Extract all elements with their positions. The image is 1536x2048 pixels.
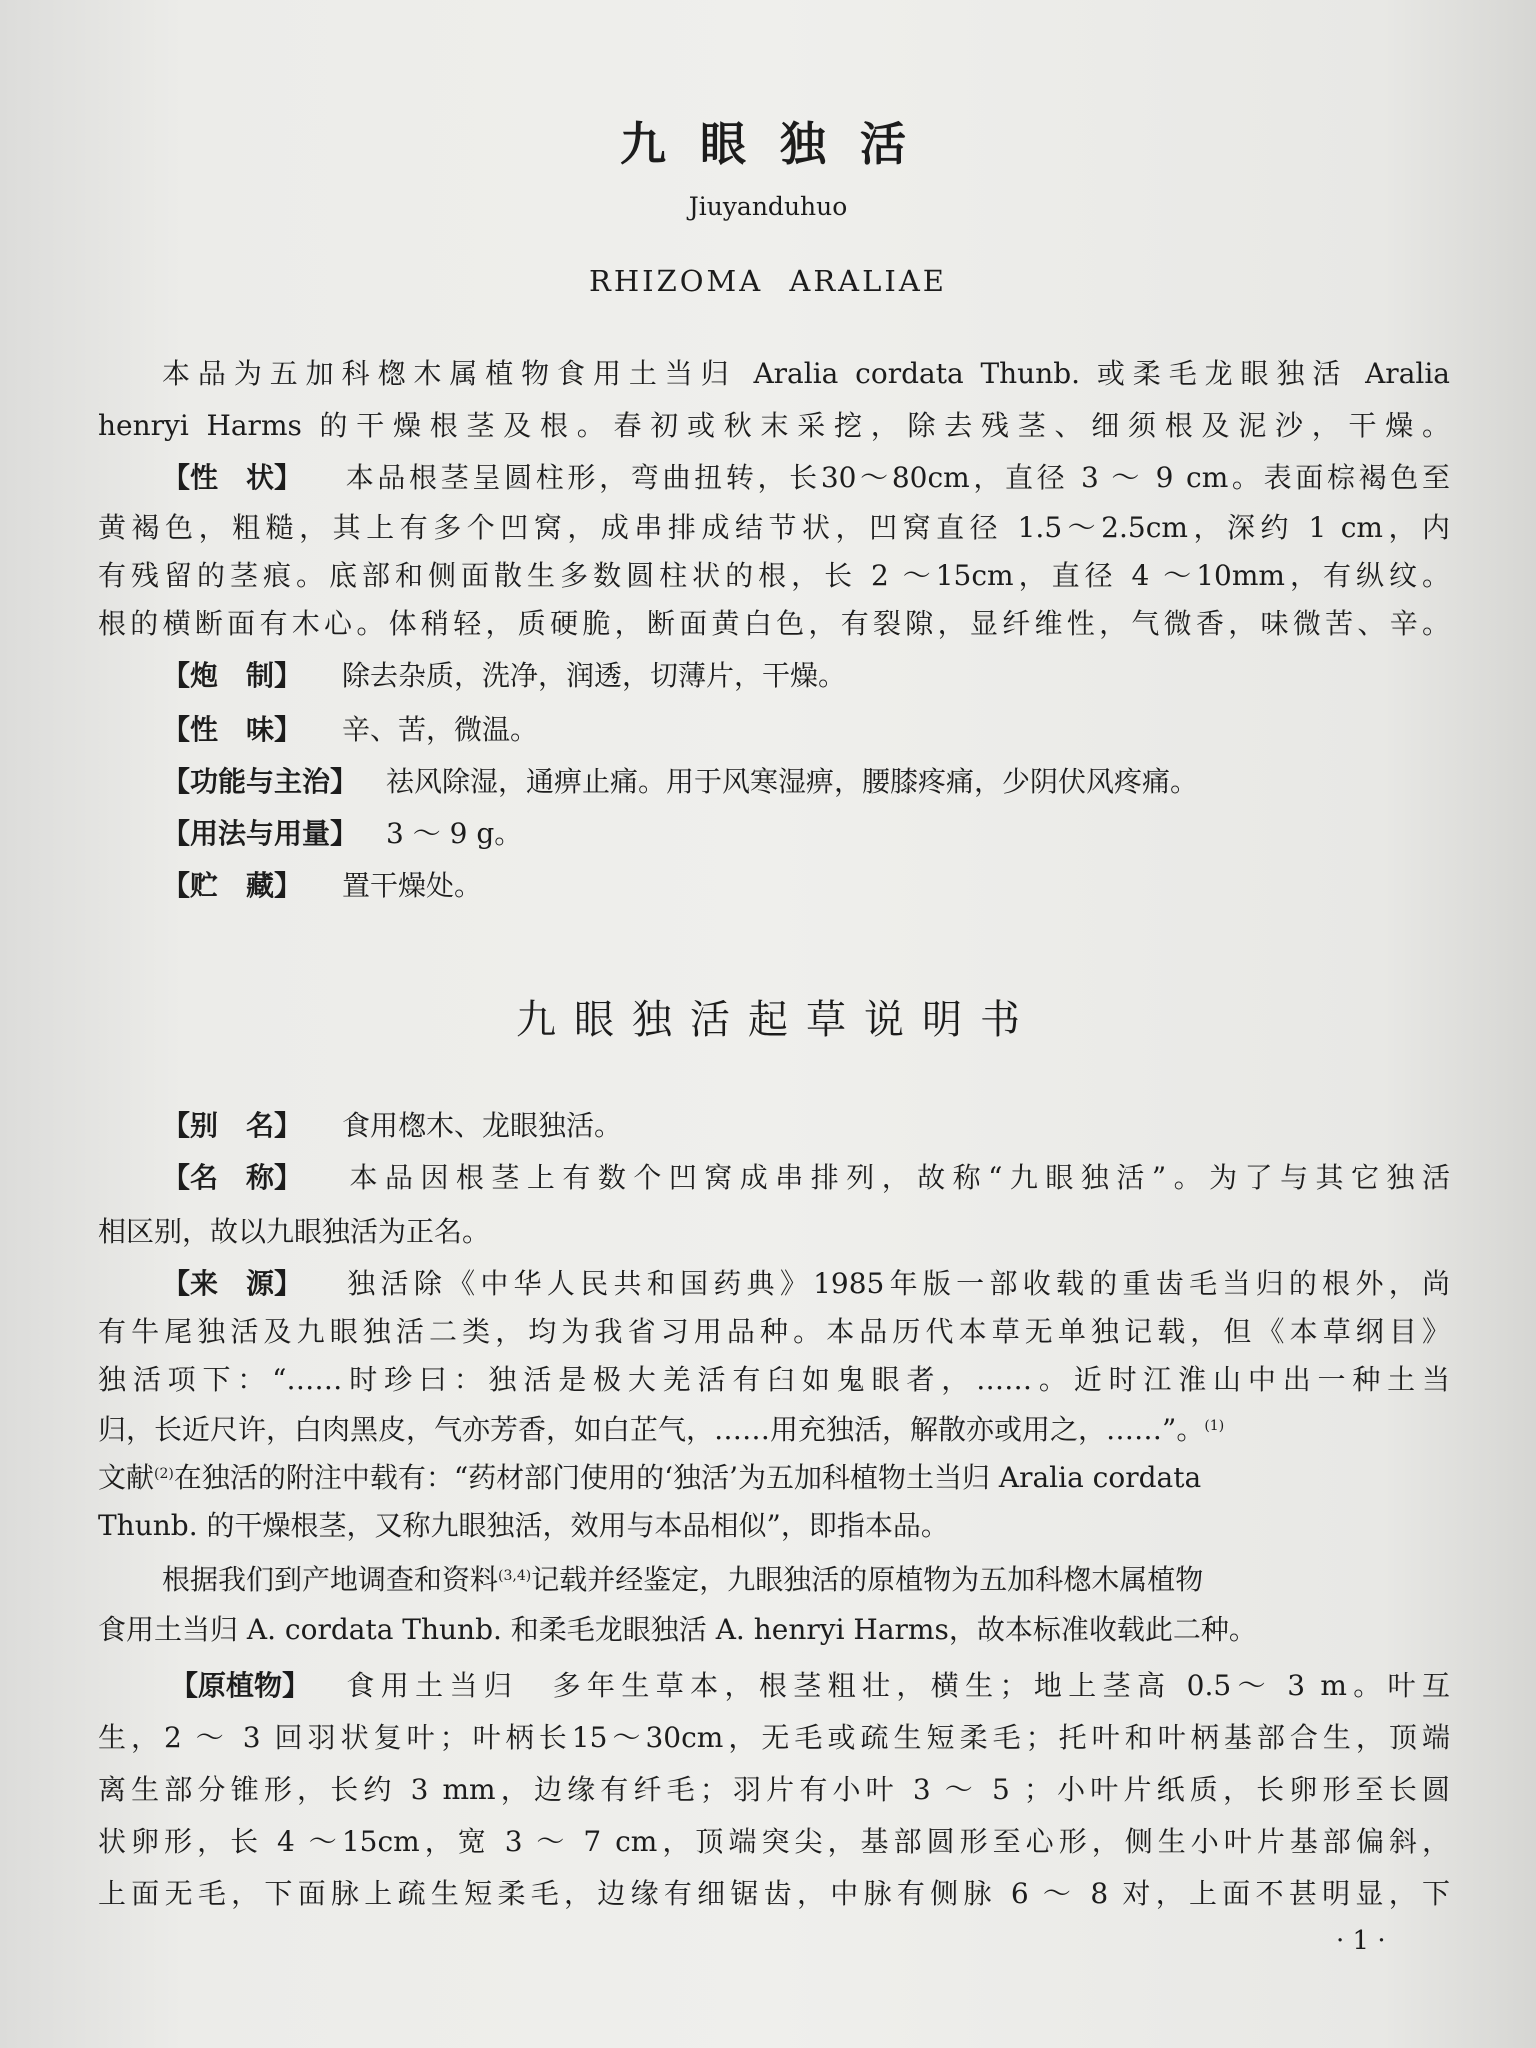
processing-tag: 【炮 制】: [162, 659, 303, 692]
plant-line: 生，2 ～ 3 回羽状复叶；叶柄长15～30cm，无毛或疏生短柔毛；托叶和叶柄基部合生，顶端: [98, 1721, 1450, 1754]
section-title: 九眼独活起草说明书: [516, 997, 1038, 1043]
processing-text: 除去杂质，洗净，润透，切薄片，干燥。: [342, 659, 847, 692]
source-quote-line: [98, 1412, 1450, 1448]
reference-mark: (2): [154, 1466, 174, 1482]
basis-text: 根据我们到产地调查和资料: [162, 1563, 499, 1596]
reference-mark: (3,4): [498, 1568, 532, 1584]
taste-tag: 【性 味】: [162, 713, 303, 746]
plant-first-line: [170, 1668, 1450, 1704]
dosage-line: [162, 816, 1450, 852]
reference-mark: (1): [1204, 1418, 1225, 1434]
plant-tag: 【原植物】: [170, 1669, 311, 1702]
page-number: · 1 ·: [1336, 1926, 1386, 1956]
alias-text: 食用楤木、龙眼独活。: [342, 1109, 623, 1142]
source-text: 归，长近尺许，白肉黑皮，气亦芳香，如白芷气，……用充独活，解散亦或用之，……”。: [98, 1413, 1205, 1446]
taste-line: [162, 712, 1450, 748]
source-first-line: [162, 1266, 1450, 1302]
storage-line: [162, 868, 1450, 904]
name-text: 本品因根茎上有数个凹窝成串排列，故称“九眼独活”。为了与其它独活: [342, 1161, 1450, 1194]
pinyin-name: Jiuyanduhuo: [688, 192, 848, 221]
function-tag: 【功能与主治】: [162, 765, 359, 798]
reference-text: 在独活的附注中载有：“药材部门使用的‘独活’为五加科植物土当归 Aralia cordata: [173, 1461, 1202, 1494]
alias-line: [162, 1108, 1450, 1144]
plant-line: 上面无毛，下面脉上疏生短柔毛，边缘有细锯齿，中脉有侧脉 6 ～ 8 对，上面不甚明显，下: [98, 1877, 1450, 1910]
description-tag: 【性 状】: [162, 461, 303, 494]
storage-tag: 【贮 藏】: [162, 869, 303, 902]
plant-line: 离生部分锥形，长约 3 mm，边缘有纤毛；羽片有小叶 3 ～ 5 ；小叶片纸质，长卵形至长圆: [98, 1773, 1450, 1806]
basis-text: 记载并经鉴定，九眼独活的原植物为五加科楤木属植物: [531, 1563, 1204, 1596]
source-tag: 【来 源】: [162, 1267, 303, 1300]
description-line: 有残留的茎痕。底部和侧面散生多数圆柱状的根，长 2 ～15cm，直径 4 ～10mm，有纵纹。: [98, 559, 1450, 592]
storage-text: 置干燥处。: [342, 869, 483, 902]
description-line: 黄褐色，粗糙，其上有多个凹窝，成串排成结节状，凹窝直径 1.5～2.5cm，深约 1 cm，内: [98, 511, 1450, 544]
reference-line: [98, 1460, 1450, 1496]
page-title: 九眼独活: [620, 117, 940, 171]
description-first-line: [162, 460, 1450, 496]
function-text: 祛风除湿，通痹止痛。用于风寒湿痹，腰膝疼痛，少阴伏风疼痛。: [386, 765, 1199, 798]
description-line: 根的横断面有木心。体稍轻，质硬脆，断面黄白色，有裂隙，显纤维性，气微香，味微苦、辛。: [98, 607, 1450, 640]
plant-line: 状卵形，长 4 ～15cm，宽 3 ～ 7 cm，顶端突尖，基部圆形至心形，侧生小叶片基部偏斜，: [98, 1825, 1450, 1858]
latin-name: RHIZOMA ARALIAE: [589, 264, 947, 298]
name-line: 相区别，故以九眼独活为正名。: [98, 1215, 491, 1248]
source-line: 有牛尾独活及九眼独活二类，均为我省习用品种。本品历代本草无单独记载，但《本草纲目》: [98, 1315, 1450, 1348]
basis-end-line: 食用土当归 A. cordata Thunb. 和柔毛龙眼独活 A. henryi Harms，故本标准收载此二种。: [98, 1613, 1257, 1646]
source-text: 独活除《中华人民共和国药典》1985年版一部收载的重齿毛当归的根外，尚: [342, 1267, 1450, 1300]
name-first-line: [162, 1160, 1450, 1196]
source-end-line: Thunb. 的干燥根茎，又称九眼独活，效用与本品相似”，即指本品。: [98, 1509, 949, 1542]
reference-text: 文献: [98, 1461, 155, 1494]
description-text: 本品根茎呈圆柱形，弯曲扭转，长30～80cm，直径 3 ～ 9 cm。表面棕褐色至: [342, 461, 1450, 494]
basis-first-line: [162, 1562, 1450, 1598]
processing-line: [162, 658, 1450, 694]
dosage-tag: 【用法与用量】: [162, 817, 359, 850]
dosage-text: 3 ～ 9 g。: [386, 817, 523, 850]
intro-line: 本品为五加科楤木属植物食用土当归 Aralia cordata Thunb. 或柔毛龙眼独活 Aralia: [162, 357, 1450, 390]
function-line: [162, 764, 1450, 800]
source-line: 独活项下：“……时珍曰：独活是极大羌活有臼如鬼眼者，……。近时江淮山中出一种土当: [98, 1363, 1450, 1396]
intro-line: henryi Harms 的干燥根茎及根。春初或秋末采挖，除去残茎、细须根及泥沙，干燥。: [98, 409, 1450, 442]
name-tag: 【名 称】: [162, 1161, 303, 1194]
taste-text: 辛、苦，微温。: [342, 713, 539, 746]
alias-tag: 【别 名】: [162, 1109, 303, 1142]
plant-text: 食用土当归 多年生草本，根茎粗壮，横生；地上茎高 0.5～ 3 m。叶互: [340, 1669, 1450, 1702]
